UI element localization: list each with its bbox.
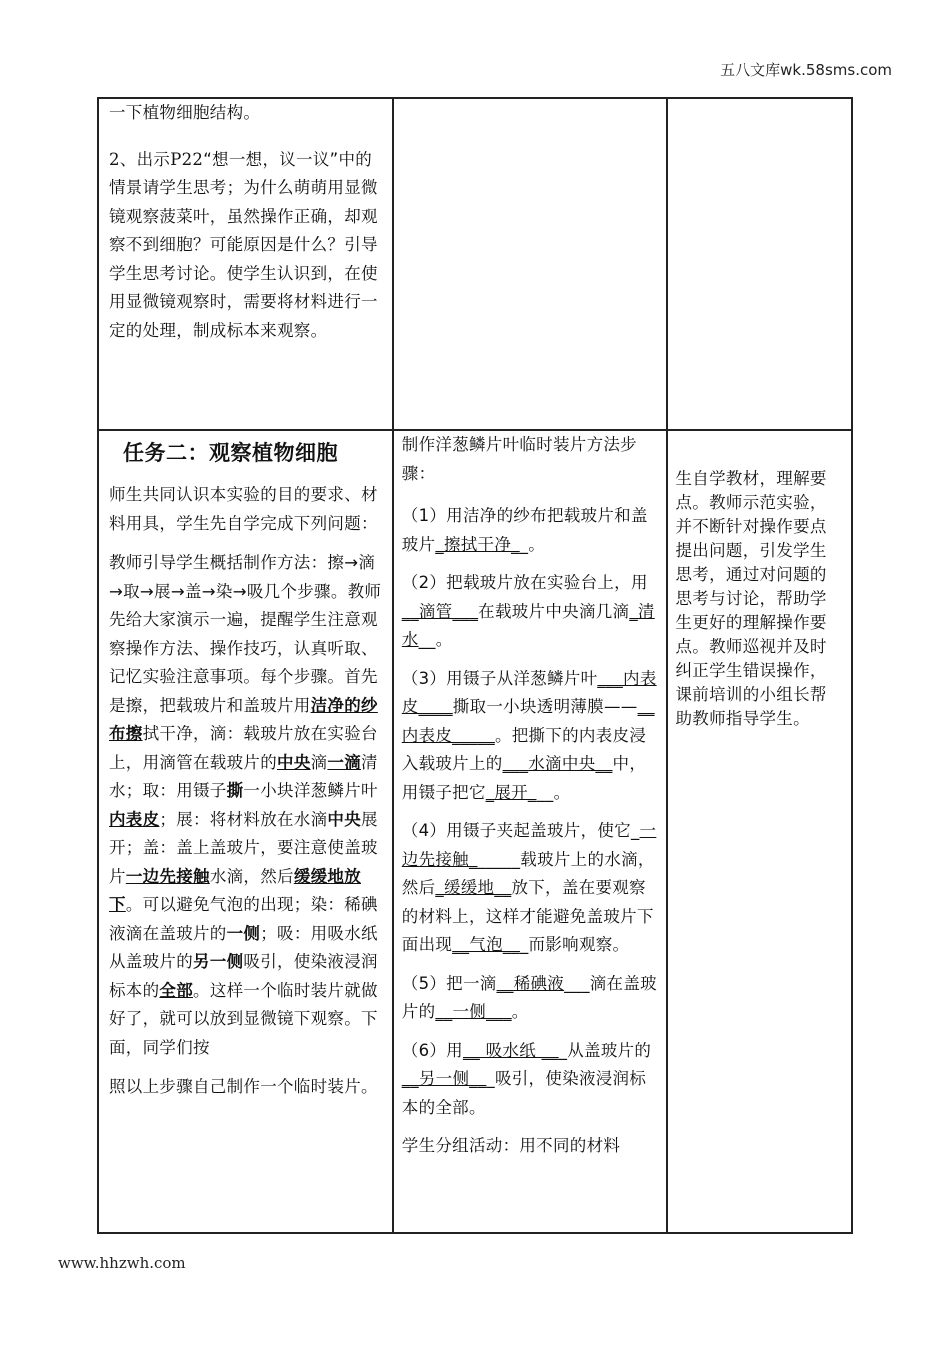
continued-line: 一下植物细胞结构。 bbox=[109, 103, 261, 122]
closing-paragraph: 照以上步骤自己制作一个临时装片。 bbox=[109, 1077, 378, 1096]
page-footer: www.hhzwh.com bbox=[58, 1254, 186, 1272]
step-6: （6）用__ 吸水纸 ___从盖玻片的__另一侧___吸引，使染液浸润标本的全部。 bbox=[401, 1040, 652, 1117]
step-3: （3）用镊子从洋葱鳞片叶___内表皮____撕取一小块透明薄膜——__内表皮_____。把撕下的内表皮浸入载玻片上的___水滴中央__中，用镊子把它_展开___。 bbox=[401, 668, 657, 802]
row2-student-activity bbox=[393, 430, 667, 1233]
page-header: 五八文库wk.58sms.com bbox=[720, 61, 892, 79]
paragraph-2: 2、出示P22“想一想，议一议”中的情景请学生思考；为什么萌萌用显微镜观察菠菜叶，虽然操作正确，却观察不到细胞？可能原因是什么？引导学生思考讨论。使学生认识到，在使用显微镜观察时，需要将材料进行一定的处理，制成标本来观察。 bbox=[109, 149, 378, 340]
group-activity: 学生分组活动：用不同的材料 bbox=[401, 1136, 621, 1155]
table-row bbox=[98, 430, 852, 1233]
row2-design-intent bbox=[667, 430, 853, 1233]
row1-design-intent bbox=[667, 98, 853, 430]
lesson-plan-table bbox=[97, 97, 853, 1234]
task-title: 任务二：观察植物细胞 bbox=[123, 441, 338, 465]
step-4: （4）用镊子夹起盖玻片，使它_一边先接触______载玻片上的水滴，然后_缓缓地__放下，盖在要观察的材料上，这样才能避免盖玻片下面出现__气泡___而影响观察。 bbox=[401, 821, 657, 954]
step-2: （2）把载玻片放在实验台上，用__滴管___在载玻片中央滴几滴_清水__。 bbox=[401, 573, 655, 649]
steps-heading: 制作洋葱鳞片叶临时装片方法步骤： bbox=[401, 435, 637, 483]
row1-teacher-activity bbox=[98, 98, 393, 430]
row1-student-activity bbox=[393, 98, 667, 430]
table-row bbox=[98, 98, 852, 430]
intro-paragraph: 师生共同认识本实验的目的要求、材料用具，学生先自学完成下列问题： bbox=[109, 485, 378, 533]
step-1: （1）用洁净的纱布把载玻片和盖玻片_擦拭干净__。 bbox=[401, 506, 648, 554]
method-paragraph: 教师引导学生概括制作方法：擦→滴→取→展→盖→染→吸几个步骤。教师先给大家演示一遍，提醒学生注意观察操作方法、操作技巧，认真听取、记忆实验注意事项。每个步骤。首先是擦，把载玻片和盖玻片用洁净的纱布擦拭干净，滴：载玻片放在实验台上，用滴管在载玻片的中央滴一滴清水；取：用镊子撕一小块洋葱鳞片叶内表皮；展：将材料放在水滴中央展开；盖：盖上盖玻片，要注意使盖玻片一边先接触水滴，然后缓缓地放下。可以避免气泡的出现；染：稀碘液滴在盖玻片的一侧；吸：用吸水纸从盖玻片的另一侧吸引，使染液浸润标本的全部。这样一个临时装片就做好了，就可以放到显微镜下观察。下面，同学们按 bbox=[109, 553, 382, 1057]
row2-teacher-activity bbox=[98, 430, 393, 1233]
design-intent-text: 生自学教材，理解要点。教师示范实验，并不断针对操作要点提出问题，引发学生思考，通过对问题的思考与讨论，帮助学生更好的理解操作要点。教师巡视并及时纠正学生错误操作，课前培训的小组长帮助教师指导学生。 bbox=[675, 469, 827, 728]
step-5: （5）把一滴__稀碘液___滴在盖玻片的__一侧___。 bbox=[401, 973, 657, 1021]
